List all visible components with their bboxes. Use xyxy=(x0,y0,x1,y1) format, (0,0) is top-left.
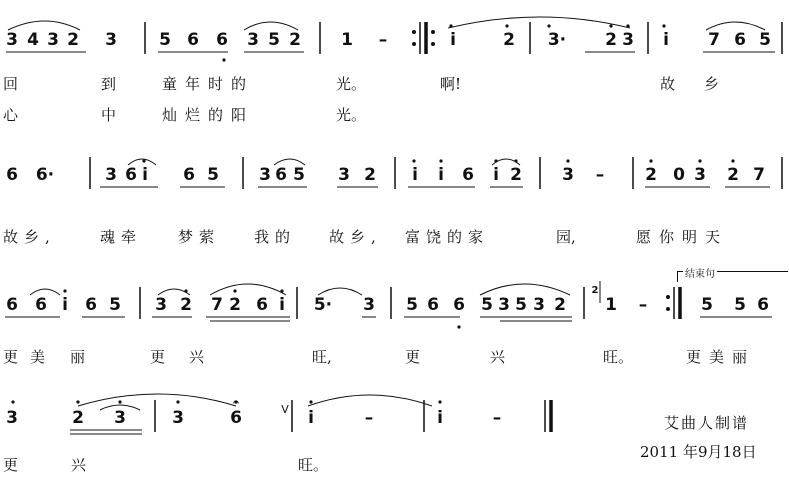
note: 3 xyxy=(155,295,167,315)
note: 3 xyxy=(247,30,259,50)
lyric: 乡 xyxy=(704,75,720,93)
note: 6 xyxy=(256,295,268,315)
note: 6 xyxy=(230,408,242,428)
lyric: 故 xyxy=(660,75,676,93)
note: 2 xyxy=(554,295,566,315)
note: 6· xyxy=(35,165,55,185)
note: 5 xyxy=(759,30,771,50)
note: i xyxy=(438,165,444,185)
note: 3 xyxy=(6,30,18,50)
note: i xyxy=(279,295,285,315)
lyric: 更 xyxy=(3,456,19,474)
note: 2 xyxy=(645,165,657,185)
note: 6 xyxy=(216,30,228,50)
breath-mark: V xyxy=(281,403,289,416)
lyric-line-4 xyxy=(0,346,789,368)
note: i xyxy=(493,165,499,185)
note: 3· xyxy=(547,30,567,50)
note: 3 xyxy=(498,295,510,315)
note: 6 xyxy=(427,295,439,315)
lyric: 故乡, xyxy=(3,228,56,246)
lyric: 旺, xyxy=(312,348,332,366)
system-2-graphics xyxy=(0,155,789,215)
note: 6 xyxy=(183,165,195,185)
lyric-line-2 xyxy=(0,104,789,126)
lyric: 兴 xyxy=(71,456,87,474)
note: 2 xyxy=(510,165,522,185)
note: i xyxy=(142,165,148,185)
staff-system-2 xyxy=(0,155,789,215)
note: 2 xyxy=(289,30,301,50)
note: 2 xyxy=(229,295,241,315)
note: 3 xyxy=(105,165,117,185)
note: i xyxy=(308,408,314,428)
ending-label: 结束句 xyxy=(683,265,717,280)
note: 6 xyxy=(453,295,465,315)
note: 7 xyxy=(211,295,223,315)
lyric: 童年时的 xyxy=(162,75,255,93)
note: 2 xyxy=(503,30,515,50)
note: 3 xyxy=(694,165,706,185)
lyric: 更 xyxy=(405,348,421,366)
note: 6 xyxy=(125,165,137,185)
note: 2 xyxy=(605,30,617,50)
staff-system-1 xyxy=(0,20,789,80)
note: i xyxy=(450,30,456,50)
lyric-line-3 xyxy=(0,226,789,248)
note: – xyxy=(364,408,374,428)
lyric: 园, xyxy=(556,228,576,246)
lyric-line-1 xyxy=(0,73,789,95)
note: 3 xyxy=(338,165,350,185)
lyric: 富饶的家 xyxy=(405,228,490,246)
lyric: 旺。 xyxy=(298,456,329,474)
note: 3 xyxy=(562,165,574,185)
note: 3 xyxy=(6,408,18,428)
credit-date: 2011 年9月18日 xyxy=(640,443,757,461)
note: 5 xyxy=(109,295,121,315)
note: 7 xyxy=(708,30,720,50)
note: 3 xyxy=(114,408,126,428)
lyric: 回 xyxy=(3,75,19,93)
note: 6 xyxy=(35,295,47,315)
note: 5 xyxy=(406,295,418,315)
note: 5 xyxy=(481,295,493,315)
lyric: 丽 xyxy=(70,348,86,366)
note: – xyxy=(595,165,605,185)
note: 6 xyxy=(85,295,97,315)
note: 6 xyxy=(6,295,18,315)
note: 6 xyxy=(6,165,18,185)
lyric: 更兴 xyxy=(150,348,229,366)
lyric: 中 xyxy=(101,106,117,124)
note: – xyxy=(492,408,502,428)
lyric: 兴 xyxy=(490,348,506,366)
fermata-icon: 𝄐 xyxy=(232,395,240,409)
staff-system-3 xyxy=(0,285,789,345)
lyric: 梦萦 xyxy=(178,228,221,246)
note: – xyxy=(638,295,648,315)
lyric: 光。 xyxy=(336,106,367,124)
note: 1 xyxy=(605,295,617,315)
lyric: 魂牵 xyxy=(100,228,143,246)
note: 5 xyxy=(701,295,713,315)
note: 5 xyxy=(734,295,746,315)
note: 2 xyxy=(364,165,376,185)
credit-author: 艾曲人制谱 xyxy=(664,414,750,432)
note: – xyxy=(378,30,388,50)
note: 2 xyxy=(72,408,84,428)
note: 5 xyxy=(207,165,219,185)
note: i xyxy=(412,165,418,185)
lyric: 故乡, xyxy=(329,228,382,246)
lyric: 旺。 xyxy=(603,348,634,366)
note: 3 xyxy=(105,30,117,50)
note: 3 xyxy=(259,165,271,185)
lyric: 我的 xyxy=(254,228,297,246)
note: 3 xyxy=(533,295,545,315)
note: 4 xyxy=(27,30,39,50)
note: 2 xyxy=(180,295,192,315)
lyric: 到 xyxy=(101,75,117,93)
note: 3 xyxy=(172,408,184,428)
ending-marker: 2 xyxy=(591,285,599,296)
note: 6 xyxy=(187,30,199,50)
note: 5 xyxy=(293,165,305,185)
note: 2 xyxy=(727,165,739,185)
note: i xyxy=(437,408,443,428)
note: 5 xyxy=(268,30,280,50)
note: 0 xyxy=(673,165,685,185)
lyric: 更美丽 xyxy=(686,348,756,366)
lyric: 心 xyxy=(3,106,19,124)
note: 3 xyxy=(622,30,634,50)
note: 6 xyxy=(757,295,769,315)
system-1-graphics xyxy=(0,20,789,80)
note: 6 xyxy=(275,165,287,185)
note: i xyxy=(663,30,669,50)
note: 5 xyxy=(159,30,171,50)
note: 6 xyxy=(734,30,746,50)
note: 5 xyxy=(515,295,527,315)
note: 1 xyxy=(341,30,353,50)
note: 5· xyxy=(313,295,333,315)
lyric: 更美 xyxy=(3,348,58,366)
note: i xyxy=(62,295,68,315)
system-3-graphics xyxy=(0,285,789,345)
note: 2 xyxy=(67,30,79,50)
note: 6 xyxy=(462,165,474,185)
lyric: 啊! xyxy=(440,75,462,93)
lyric: 愿你明天 xyxy=(636,228,729,246)
note: 7 xyxy=(753,165,765,185)
lyric: 光。 xyxy=(336,75,367,93)
lyric: 灿烂的阳 xyxy=(162,106,255,124)
note: 3 xyxy=(47,30,59,50)
note: 3 xyxy=(363,295,375,315)
